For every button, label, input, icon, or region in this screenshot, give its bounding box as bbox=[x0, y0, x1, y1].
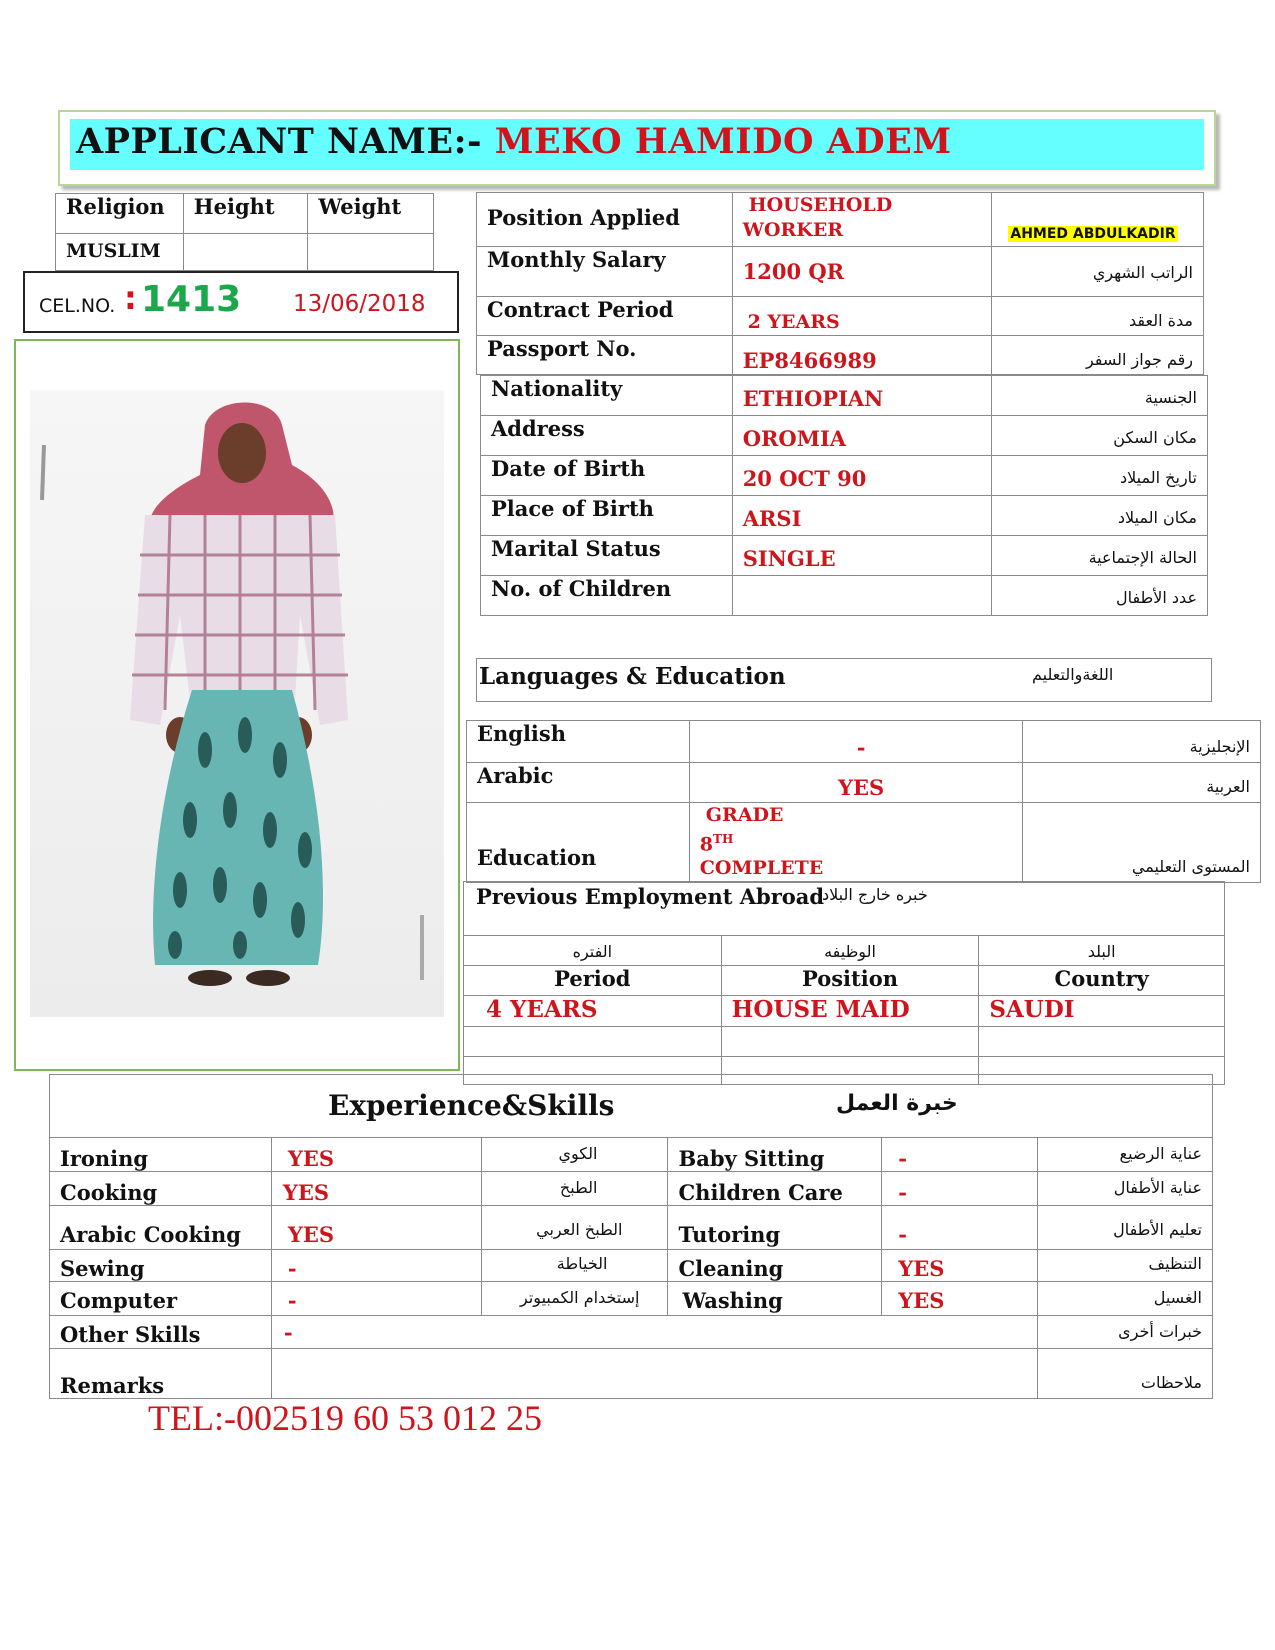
cel-colon: : bbox=[124, 279, 137, 317]
nationality-label-ar: الجنسية bbox=[992, 376, 1208, 416]
tutoring-label: Tutoring bbox=[668, 1206, 882, 1250]
country-header bbox=[979, 966, 1225, 996]
languages-title-box bbox=[476, 658, 1212, 702]
employment-country: SAUDI bbox=[979, 996, 1225, 1027]
table-row bbox=[481, 376, 1208, 416]
nationality-value: ETHIOPIAN bbox=[732, 376, 992, 416]
passport-label-ar: رقم جواز السفر bbox=[992, 336, 1204, 375]
table-row bbox=[467, 803, 1261, 883]
height-header: Height bbox=[183, 194, 308, 234]
employment-table bbox=[463, 935, 1225, 1085]
applicant-photo bbox=[30, 390, 444, 1017]
children-label: No. of Children bbox=[481, 576, 733, 616]
address-value: OROMIA bbox=[732, 416, 992, 456]
table-row bbox=[464, 966, 1225, 996]
employment-title: Previous Employment Abroad bbox=[476, 884, 825, 909]
contract-label: Contract Period bbox=[477, 297, 733, 336]
religion-value: MUSLIM bbox=[56, 234, 184, 271]
children-care-label: Children Care bbox=[668, 1172, 882, 1206]
table-row bbox=[467, 721, 1261, 763]
period-header-ar: الفتره bbox=[464, 936, 722, 966]
children-care-value: - bbox=[882, 1172, 1038, 1206]
remarks-value bbox=[271, 1349, 1037, 1399]
computer-label-ar: إستخدام الكمبيوتر bbox=[481, 1282, 668, 1316]
children-label-ar: عدد الأطفال bbox=[992, 576, 1208, 616]
table-row bbox=[477, 247, 1204, 297]
cleaning-label: Cleaning bbox=[668, 1250, 882, 1282]
skills-title: Experience&Skills bbox=[328, 1089, 615, 1122]
computer-label: Computer bbox=[50, 1282, 272, 1316]
children-value bbox=[732, 576, 992, 616]
table-row bbox=[481, 456, 1208, 496]
dob-label: Date of Birth bbox=[481, 456, 733, 496]
personal-table bbox=[55, 193, 434, 271]
period-header bbox=[464, 966, 722, 996]
cel-date: 13/06/2018 bbox=[293, 291, 426, 317]
tutoring-label-ar: تعليم الأطفال bbox=[1038, 1206, 1213, 1250]
arabic-value: YES bbox=[689, 763, 1023, 803]
washing-label: Washing bbox=[668, 1282, 882, 1316]
arabic-cooking-label: Arabic Cooking bbox=[50, 1206, 272, 1250]
languages-title-ar: اللغةوالتعليم bbox=[1032, 665, 1114, 684]
position-header-ar: الوظيفه bbox=[721, 936, 979, 966]
education-line3: COMPLETE bbox=[699, 857, 824, 880]
remarks-label: Remarks bbox=[50, 1349, 272, 1399]
arabic-cooking-label-ar: الطبخ العربي bbox=[481, 1206, 668, 1250]
table-row bbox=[50, 1250, 1213, 1282]
nationality-label: Nationality bbox=[481, 376, 733, 416]
pob-label: Place of Birth bbox=[481, 496, 733, 536]
employment-empty-cell bbox=[979, 1027, 1225, 1057]
cooking-label: Cooking bbox=[50, 1172, 272, 1206]
pob-label-ar: مكان الميلاد bbox=[992, 496, 1208, 536]
other-skills-value: - bbox=[271, 1316, 1037, 1349]
sewing-value: - bbox=[271, 1250, 481, 1282]
agent-name: AHMED ABDULKADIR bbox=[1010, 226, 1176, 242]
table-row bbox=[464, 1027, 1225, 1057]
pob-value: ARSI bbox=[732, 496, 992, 536]
english-label-ar: الإنجليزية bbox=[1023, 721, 1261, 763]
cooking-value: YES bbox=[271, 1172, 481, 1206]
arabic-label: Arabic bbox=[467, 763, 690, 803]
address-label-ar: مكان السكن bbox=[992, 416, 1208, 456]
table-row bbox=[477, 193, 1204, 247]
sewing-label-ar: الخياطة bbox=[481, 1250, 668, 1282]
ironing-value: YES bbox=[271, 1138, 481, 1172]
education-line2 bbox=[700, 827, 1023, 856]
education-line1: GRADE bbox=[705, 804, 784, 826]
other-skills-label-ar: خبرات أخرى bbox=[1038, 1316, 1213, 1349]
country-header-text: Country bbox=[1054, 966, 1149, 991]
employment-empty-cell bbox=[721, 1027, 979, 1057]
applicant-photo-figure bbox=[30, 390, 444, 1017]
table-row bbox=[50, 1316, 1213, 1349]
salary-label: Monthly Salary bbox=[477, 247, 733, 297]
position-value-line1: HOUSEHOLD bbox=[748, 194, 893, 216]
cel-label: CEL.NO. bbox=[39, 295, 116, 317]
address-label: Address bbox=[481, 416, 733, 456]
country-header-ar: البلد bbox=[979, 936, 1225, 966]
weight-value bbox=[308, 234, 434, 271]
education-label: Education bbox=[467, 803, 690, 883]
ironing-label-ar: الكوي bbox=[481, 1138, 668, 1172]
baby-sitting-label-ar: عناية الرضيع bbox=[1038, 1138, 1213, 1172]
dob-value: 20 OCT 90 bbox=[732, 456, 992, 496]
remarks-label-ar: ملاحظات bbox=[1038, 1349, 1213, 1399]
employment-title-ar: خبره خارج البلاد bbox=[822, 885, 928, 904]
dob-label-ar: تاريخ الميلاد bbox=[992, 456, 1208, 496]
table-row bbox=[481, 536, 1208, 576]
employment-period: 4 YEARS bbox=[464, 996, 722, 1027]
position-agent-cell bbox=[992, 193, 1204, 247]
table-row bbox=[481, 416, 1208, 456]
education-label-ar: المستوى التعليمي bbox=[1023, 803, 1261, 883]
table-row bbox=[50, 1206, 1213, 1250]
languages-title: Languages & Education bbox=[479, 663, 786, 690]
table-row bbox=[464, 996, 1225, 1027]
skills-title-box bbox=[49, 1074, 1213, 1137]
footer-telephone: TEL:-002519 60 53 012 25 bbox=[148, 1398, 542, 1438]
weight-header: Weight bbox=[308, 194, 434, 234]
table-row bbox=[481, 576, 1208, 616]
washing-label-ar: الغسيل bbox=[1038, 1282, 1213, 1316]
computer-value: - bbox=[271, 1282, 481, 1316]
baby-sitting-value: - bbox=[882, 1138, 1038, 1172]
position-header-text: Position bbox=[801, 966, 898, 991]
employment-empty-cell bbox=[464, 1027, 722, 1057]
table-row bbox=[50, 1282, 1213, 1316]
children-care-label-ar: عناية الأطفال bbox=[1038, 1172, 1213, 1206]
education-value bbox=[689, 803, 1023, 883]
ironing-label: Ironing bbox=[50, 1138, 272, 1172]
table-row bbox=[481, 496, 1208, 536]
sewing-label: Sewing bbox=[50, 1250, 272, 1282]
marital-value: SINGLE bbox=[732, 536, 992, 576]
position-value-line2: WORKER bbox=[742, 219, 844, 241]
skills-title-ar: خبرة العمل bbox=[836, 1091, 958, 1116]
table-row bbox=[50, 1172, 1213, 1206]
arabic-cooking-value: YES bbox=[271, 1206, 481, 1250]
education-grade-suffix: TH bbox=[713, 832, 734, 846]
details-table bbox=[480, 375, 1208, 616]
marital-label-ar: الحالة الإجتماعية bbox=[992, 536, 1208, 576]
english-value: - bbox=[689, 721, 1023, 763]
salary-value: 1200 QR bbox=[732, 247, 992, 297]
table-row bbox=[464, 936, 1225, 966]
position-table bbox=[476, 192, 1204, 375]
passport-value: EP8466989 bbox=[732, 336, 992, 375]
salary-label-ar: الراتب الشهري bbox=[992, 247, 1204, 297]
passport-label: Passport No. bbox=[477, 336, 733, 375]
position-value bbox=[732, 193, 992, 247]
table-row bbox=[467, 763, 1261, 803]
employment-position: HOUSE MAID bbox=[721, 996, 979, 1027]
table-row bbox=[477, 336, 1204, 375]
contract-label-ar: مدة العقد bbox=[992, 297, 1204, 336]
position-header bbox=[721, 966, 979, 996]
cleaning-label-ar: التنظيف bbox=[1038, 1250, 1213, 1282]
other-skills-label: Other Skills bbox=[50, 1316, 272, 1349]
contract-value: 2 YEARS bbox=[732, 297, 992, 336]
arabic-label-ar: العربية bbox=[1023, 763, 1261, 803]
cel-number: 1413 bbox=[141, 279, 242, 320]
applicant-name-value: MEKO HAMIDO ADEM bbox=[494, 121, 952, 162]
period-header-text: Period bbox=[554, 966, 631, 991]
washing-value: YES bbox=[882, 1282, 1038, 1316]
marital-label: Marital Status bbox=[481, 536, 733, 576]
english-label: English bbox=[467, 721, 690, 763]
applicant-name-label: APPLICANT NAME:- bbox=[76, 121, 483, 162]
religion-header: Religion bbox=[56, 194, 184, 234]
tutoring-value: - bbox=[882, 1206, 1038, 1250]
applicant-name-heading bbox=[76, 121, 952, 162]
position-label: Position Applied bbox=[477, 193, 733, 247]
table-row bbox=[50, 1138, 1213, 1172]
languages-table bbox=[466, 720, 1261, 883]
baby-sitting-label: Baby Sitting bbox=[668, 1138, 882, 1172]
table-row bbox=[477, 297, 1204, 336]
cooking-label-ar: الطبخ bbox=[481, 1172, 668, 1206]
cleaning-value: YES bbox=[882, 1250, 1038, 1282]
skills-table bbox=[49, 1137, 1213, 1399]
education-grade-number: 8 bbox=[699, 833, 714, 856]
table-row bbox=[50, 1349, 1213, 1399]
employment-title-box bbox=[463, 881, 1225, 935]
height-value bbox=[183, 234, 308, 271]
cel-box bbox=[23, 271, 459, 333]
